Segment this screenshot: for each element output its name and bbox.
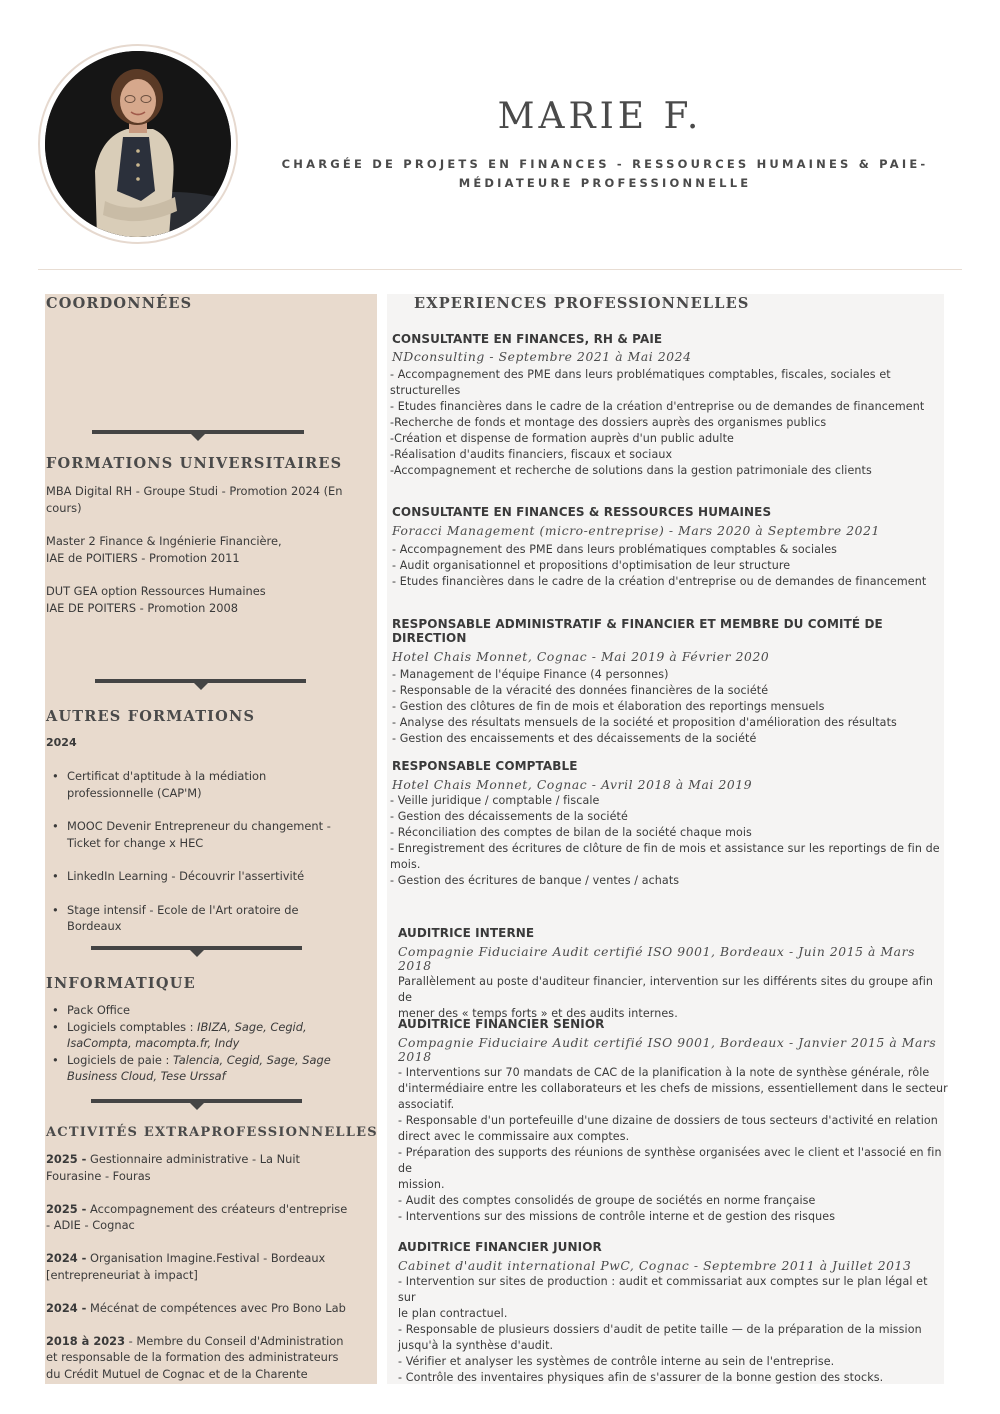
experience-details: Parallèlement au poste d'auditeur financier, intervention sur les différents sites du groupe afin de mener des « temps forts » et des audits internes. (398, 975, 934, 1020)
contact-line-redacted (46, 339, 366, 356)
section-title-informatique: INFORMATIQUE (46, 975, 196, 992)
contact-line-redacted (46, 356, 366, 373)
experience-company: Cabinet d'audit international PwC, Cognac - Septembre 2011 à Juillet 2013 (398, 1259, 912, 1273)
profile-photo (45, 51, 231, 237)
contact-line-redacted (46, 373, 366, 390)
section-title-activites: ACTIVITÉS EXTRAPROFESSIONNELLES (46, 1125, 378, 1140)
experience-company: Hotel Chais Monnet, Cognac - Avril 2018 à Mai 2019 (392, 778, 753, 792)
experience-company: NDconsulting - Septembre 2021 à Mai 2024 (392, 350, 692, 364)
experience-details: - Interventions sur 70 mandats de CAC de la planification à la note de synthèse générale, rôle d'intermédiaire entre les collaborateurs et les chefs de missions, essentiellement dans le secteur associatif. - Responsable d'un portefeuille d'une dizaine de dossiers de tous secteurs d'activité en relation direct avec le commissaire aux comptes. - Préparation des supports des réunions de synthèse organisées avec le client et l'associé en fin de mission. - Audit des comptes consolidés de groupe de sociétés en norme française - Interventions sur des missions de contrôle interne et de gestion des risques (398, 1066, 948, 1223)
candidate-subtitle (270, 155, 940, 193)
subtitle-line: MÉDIATEURE PROFESSIONNELLE (458, 176, 752, 190)
experience-item (392, 759, 942, 889)
experience-title: CONSULTANTE EN FINANCES, RH & PAIE (392, 332, 663, 346)
experience-details: - Accompagnement des PME dans leurs problématiques comptables, fiscales, sociales et structurelles - Etudes financières dans le cadre de la création d'entreprise ou de demandes de financement -Recherche de fonds et montage des dossiers auprès des organismes publics -Création et dispense de formation auprès d'un public adulte -Réalisation d'audits financiers, fiscaux et sociaux -Accompagnement et recherche de solutions dans la gestion patrimoniale des clients (390, 368, 925, 477)
header-divider (38, 269, 962, 270)
section-title-coordonnees: COORDONNÉES (46, 295, 193, 312)
experience-company: Foracci Management (micro-entreprise) - Mars 2020 à Septembre 2021 (392, 524, 880, 538)
activites-list (46, 1151, 371, 1382)
list-item: • Pack Office (46, 1002, 371, 1019)
activite-item: 2018 à 2023 - Membre du Conseil d'Administration et responsable de la formation des administrateurs du Crédit Mutuel de Cognac et de la Charente (46, 1333, 344, 1381)
experience-title: AUDITRICE INTERNE (398, 926, 535, 940)
experience-company: Hotel Chais Monnet, Cognac - Mai 2019 à Février 2020 (392, 650, 770, 664)
contact-line-redacted (46, 322, 366, 339)
formation-item: DUT GEA option Ressources Humaines IAE DE POITERS - Promotion 2008 (46, 584, 266, 615)
section-divider (95, 679, 306, 683)
list-item: • MOOC Devenir Entrepreneur du changement - Ticket for change x HEC (46, 818, 371, 851)
experience-title: AUDITRICE FINANCIER JUNIOR (398, 1240, 602, 1254)
section-title-formations: FORMATIONS UNIVERSITAIRES (46, 455, 343, 472)
experience-item (392, 617, 942, 747)
experience-details: - Accompagnement des PME dans leurs problématiques comptables & sociales - Audit organisationnel et propositions d'optimisation de leur structure - Etudes financières dans le cadre de la création d'entreprise ou de demandes de financement (392, 543, 927, 588)
formations-list (46, 483, 371, 616)
activite-item: 2025 - Gestionnaire administrative - La Nuit Fourasine - Fouras (46, 1152, 301, 1183)
list-item: • Logiciels comptables : IBIZA, Sage, Cegid, IsaCompta, macompta.fr, Indy (46, 1019, 371, 1052)
experience-company: Compagnie Fiduciaire Audit certifié ISO 9001, Bordeaux - Janvier 2015 à Mars 2018 (398, 1036, 937, 1064)
list-item: • Stage intensif - Ecole de l'Art oratoire de Bordeaux (46, 902, 371, 935)
list-item: • LinkedIn Learning - Découvrir l'assertivité (46, 868, 371, 885)
experience-title: AUDITRICE FINANCIER SENIOR (398, 1017, 605, 1031)
experience-item (392, 332, 942, 479)
activite-item: 2025 - Accompagnement des créateurs d'entreprise - ADIE - Cognac (46, 1201, 348, 1232)
experience-details: - Veille juridique / comptable / fiscale - Gestion des décaissements de la société - Réconciliation des comptes de bilan de la société chaque mois - Enregistrement des écritures de clôture de fin de mois et assistance sur les reportings de fin de mois. - Gestion des écritures de banque / ventes / achats (390, 794, 940, 887)
activite-item: 2024 - Organisation Imagine.Festival - Bordeaux [entrepreneuriat à impact] (46, 1251, 326, 1282)
section-title-experiences: EXPERIENCES PROFESSIONNELLES (414, 295, 750, 312)
experience-title: RESPONSABLE ADMINISTRATIF & FINANCIER ET MEMBRE DU COMITÉ DE DIRECTION (392, 617, 883, 645)
experience-title: RESPONSABLE COMPTABLE (392, 759, 578, 773)
experience-details: - Management de l'équipe Finance (4 personnes) - Responsable de la véracité des données financières de la société - Gestion des clôtures de fin de mois et élaboration des reportings mensuels - Analyse des résultats mensuels de la société et proposition d'amélioration des résultats - Gestion des encaissements et des décaissements de la société (392, 668, 897, 745)
list-item: • Logiciels de paie : Talencia, Cegid, Sage, Sage Business Cloud, Tese Urssaf (46, 1052, 371, 1085)
section-divider (91, 1099, 302, 1103)
experience-item (398, 926, 948, 1022)
subtitle-line: CHARGÉE DE PROJETS EN FINANCES - RESSOURCES HUMAINES & PAIE- (281, 157, 929, 171)
autres-year: 2024 (46, 736, 77, 749)
formation-item: MBA Digital RH - Groupe Studi - Promotion 2024 (En cours) (46, 484, 343, 515)
experience-company: Compagnie Fiduciaire Audit certifié ISO 9001, Bordeaux - Juin 2015 à Mars 2018 (398, 945, 916, 973)
contact-line-redacted (46, 390, 366, 407)
autres-formations-list (46, 768, 371, 935)
formation-item: Master 2 Finance & Ingénierie Financière, IAE de POITIERS - Promotion 2011 (46, 534, 282, 565)
experience-item (398, 1240, 948, 1386)
section-title-autres-formations: AUTRES FORMATIONS (46, 708, 256, 725)
experience-item (398, 1017, 948, 1225)
experience-details: - Intervention sur sites de production : audit et commissariat aux comptes sur le plan légal et sur le plan contractuel. - Responsable de plusieurs dossiers d'audit de petite taille — de la préparation de la mission jusqu'à la synthèse d'audit. - Vérifier et analyser les systèmes de contrôle interne au sein de l'entreprise. - Contrôle des inventaires physiques afin de s'assurer de la bonne gestion des stocks. (398, 1275, 928, 1384)
contact-details (46, 322, 366, 407)
candidate-name: MARIE F. (497, 96, 703, 137)
section-divider (91, 946, 302, 950)
list-item: • Certificat d'aptitude à la médiation professionnelle (CAP'M) (46, 768, 371, 801)
activite-item: 2024 - Mécénat de compétences avec Pro Bono Lab (46, 1300, 346, 1315)
experience-item (392, 505, 942, 590)
section-divider (92, 430, 304, 434)
experience-title: CONSULTANTE EN FINANCES & RESSOURCES HUMAINES (392, 505, 772, 519)
informatique-list (46, 1002, 371, 1085)
